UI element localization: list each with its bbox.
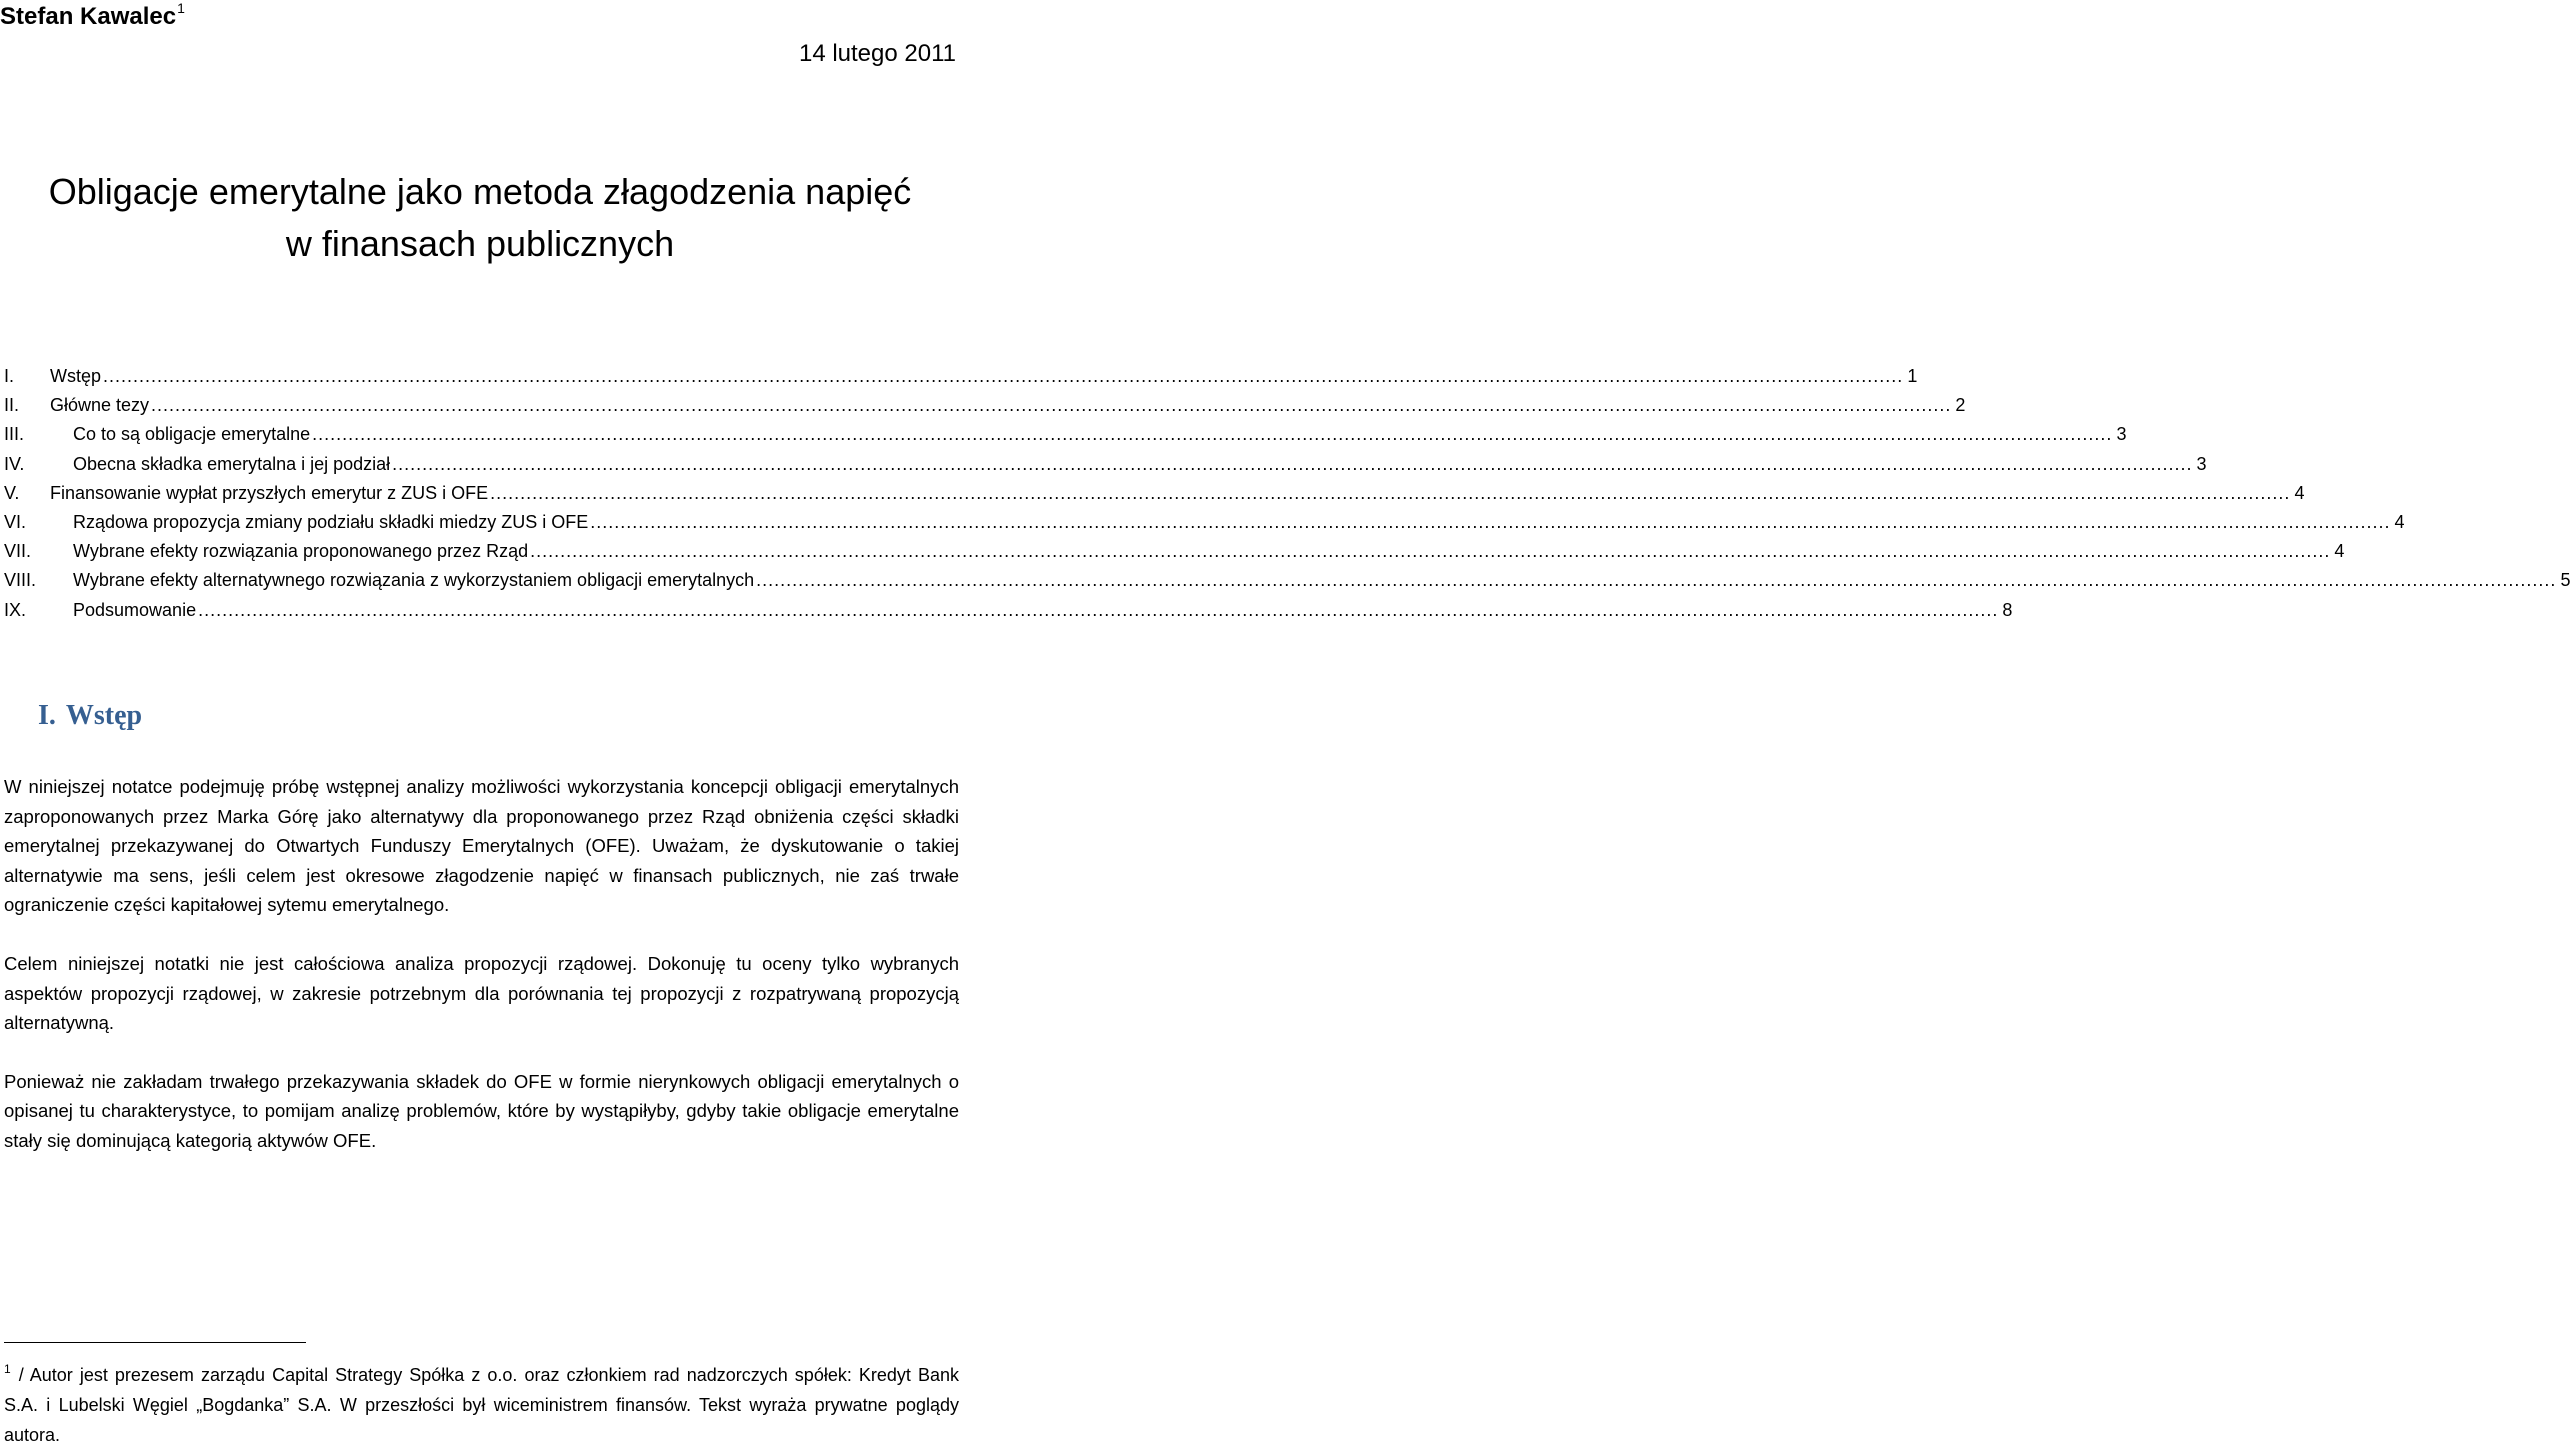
toc-entry-label: Obecna składka emerytalna i jej podział [73,453,391,474]
footnote-mark: 1 [4,1362,11,1376]
section-heading [38,700,142,732]
section-title: Wstęp [65,700,143,731]
toc-entry-3[interactable] [4,420,2127,449]
toc-entry-page: 5 [2560,570,2570,591]
paragraph-2: Celem niniejszej notatki nie jest całościowa analiza propozycji rządowej. Dokonuję tu oceny tylko wybranych aspektów propozycji rządowej, w zakresie potrzebnym dla porównania tej propozycji z rozpatrywaną propozycją alternatywną. [4,952,959,1034]
toc-entry-1[interactable] [4,362,1918,391]
toc-leader-dots: ............................................................................................................................................................................................................................................................................................................ [103,366,1904,386]
toc-entry-8[interactable] [4,566,2570,595]
document-date: 14 lutego 2011 [798,40,956,67]
toc-entry-number: II. [4,395,20,416]
toc-entry-page: 3 [2196,453,2207,474]
toc-leader-dots: ............................................................................................................................................................................................................................................................................................................ [756,570,2557,591]
section-number: I. [38,700,56,731]
toc-entry-5[interactable] [4,479,2305,508]
toc-entry-label: Rządowa propozycja zmiany podziału składki miedzy ZUS i OFE [73,511,589,532]
footnote [4,1354,959,1450]
toc-entry-page: 4 [2334,541,2345,562]
toc-leader-dots: ............................................................................................................................................................................................................................................................................................................ [530,541,2331,562]
toc-leader-dots: ............................................................................................................................................................................................................................................................................................................ [490,482,2291,503]
author-name [0,0,185,31]
toc-entry-label: Podsumowanie [73,599,197,620]
toc-entry-number: IV. [4,453,25,474]
toc-leader-dots: ............................................................................................................................................................................................................................................................................................................ [312,424,2113,445]
toc-entry-number: V. [4,482,20,503]
toc-entry-page: 2 [1955,395,1966,416]
footnote-separator [4,1342,306,1343]
toc-entry-label: Wstęp [50,366,102,386]
toc-entry-page: 1 [1907,366,1918,386]
toc-entry-6[interactable] [4,508,2405,537]
toc-entry-label: Co to są obligacje emerytalne [73,424,311,445]
toc-entry-label: Wybrane efekty alternatywnego rozwiązania z wykorzystaniem obligacji emerytalnych [73,570,755,591]
toc-entry-label: Wybrane efekty rozwiązania proponowanego przez Rząd [73,541,529,562]
toc-entry-number: VII. [4,541,32,562]
table-of-contents [4,362,2570,625]
toc-entry-page: 3 [2116,424,2127,445]
toc-entry-4[interactable] [4,450,2207,479]
toc-entry-number: VI. [4,511,27,532]
toc-entry-number: IX. [4,599,27,620]
toc-entry-label: Główne tezy [50,395,150,416]
toc-entry-9[interactable] [4,596,2013,625]
paragraph-3: Ponieważ nie zakładam trwałego przekazywania składek do OFE w formie nierynkowych obligacji emerytalnych o opisanej tu charakterystyce, to pomijam analizę problemów, które by wystąpiłyby, gdyby takie obligacje emerytalne stały się dominującą kategorią aktywów OFE. [4,1070,959,1151]
toc-entry-2[interactable] [4,391,1966,420]
toc-leader-dots: ............................................................................................................................................................................................................................................................................................................ [151,395,1952,416]
toc-entry-number: III. [4,424,25,445]
toc-entry-page: 8 [2002,599,2013,620]
toc-entry-number: I. [4,366,15,386]
paragraph-1: W niniejszej notatce podejmuję próbę wstępnej analizy możliwości wykorzystania koncepcji obligacji emerytalnych zaproponowanych przez Marka Górę jako alternatywy dla proponowanego przez Rząd obniżenia części składki emerytalnej przekazywanej do Otwartych Funduszy Emerytalnych (OFE). Uważam, że dyskutowanie o takiej alternatywie ma sens, jeśli celem jest okresowe złagodzenie napięć w finansach publicznych, nie zaś trwałe ograniczenie części kapitałowej sytemu emerytalnego. [4,776,959,916]
author-footnote-mark[interactable]: 1 [177,0,185,16]
toc-entry-number: VIII. [4,570,37,591]
footnote-text: / Autor jest prezesem zarządu Capital Strategy Spółka z o.o. oraz członkiem rad nadzorczych spółek: Kredyt Bank S.A. i Lubelski Węgiel „Bogdanka” S.A. W przeszłości był wiceministrem finansów. Tekst wyraża prywatne poglądy autora. [4,1365,959,1445]
toc-entry-7[interactable] [4,537,2345,566]
toc-entry-page: 4 [2394,511,2405,532]
title-line-1: Obligacje emerytalne jako metoda złagodzenia napięć [48,171,912,212]
toc-entry-page: 4 [2294,482,2305,503]
author-name-text: Stefan Kawalec [0,3,177,30]
toc-leader-dots: ............................................................................................................................................................................................................................................................................................................ [392,453,2193,474]
document-title [0,166,960,270]
toc-leader-dots: ............................................................................................................................................................................................................................................................................................................ [590,511,2391,532]
title-line-2: w finansach publicznych [285,223,675,264]
toc-leader-dots: ............................................................................................................................................................................................................................................................................................................ [198,599,1999,620]
section-body [4,772,959,1185]
toc-entry-label: Finansowanie wypłat przyszłych emerytur z ZUS i OFE [50,482,489,503]
